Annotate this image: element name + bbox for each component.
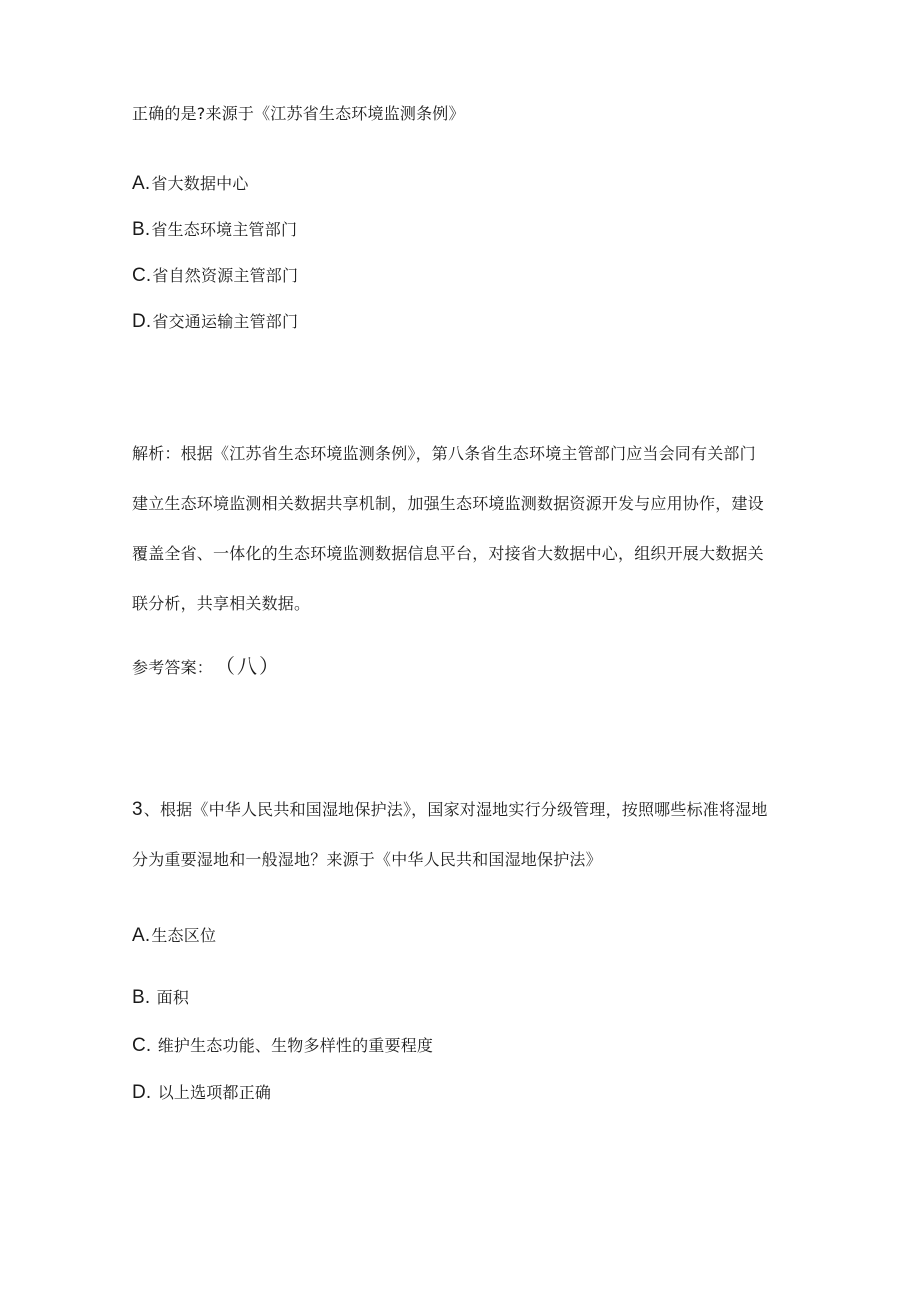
option-b-text: 省生态环境主管部门 [151, 220, 298, 239]
question-3-number: 3 [132, 799, 143, 820]
q3-option-d-letter: D. [132, 1082, 152, 1103]
q3-option-b-letter: B. [132, 987, 151, 1008]
option-b-letter: B. [132, 219, 151, 240]
q3-option-d[interactable] [132, 1083, 271, 1103]
option-b[interactable] [132, 220, 297, 240]
option-c-text: 省自然资源主管部门 [152, 266, 299, 285]
analysis-line-4: 联分析，共享相关数据。 [132, 594, 311, 613]
option-a-text: 省大数据中心 [151, 174, 249, 193]
q3-option-a-letter: A. [132, 925, 151, 946]
option-a[interactable] [132, 174, 249, 194]
q3-option-b[interactable] [132, 988, 189, 1008]
question-2-stem [132, 104, 465, 124]
q3-option-c-text: 维护生态功能、生物多样性的重要程度 [152, 1036, 434, 1055]
q3-option-a[interactable] [132, 926, 216, 946]
option-d[interactable] [132, 312, 298, 332]
option-d-letter: D. [132, 311, 152, 332]
q3-option-a-text: 生态区位 [151, 926, 217, 945]
option-c[interactable] [132, 266, 298, 286]
reference-answer [132, 656, 281, 678]
question-3-stem-line-2: 分为重要湿地和一般湿地？来源于《中华人民共和国湿地保护法》 [132, 850, 602, 869]
analysis-line-1: 解析：根据《江苏省生态环境监测条例》，第八条省生态环境主管部门应当会同有关部门 [132, 444, 756, 463]
question-2-stem-text: 正确的是?来源于《江苏省生态环境监测条例》 [132, 104, 465, 123]
answer-value: （八） [225, 654, 282, 678]
analysis-line-2: 建立生态环境监测相关数据共享机制，加强生态环境监测数据资源开发与应用协作，建设 [132, 494, 764, 513]
analysis-line-3: 覆盖全省、一体化的生态环境监测数据信息平台，对接省大数据中心，组织开展大数据关 [132, 544, 764, 563]
option-a-letter: A. [132, 173, 151, 194]
q3-option-c[interactable] [132, 1036, 433, 1056]
question-3-stem-line-1 [132, 800, 768, 820]
question-3-stem-text-1: 、根据《中华人民共和国湿地保护法》，国家对湿地实行分级管理，按照哪些标准将湿地 [143, 800, 768, 819]
answer-label: 参考答案： [132, 658, 214, 677]
option-c-letter: C. [132, 265, 152, 286]
q3-option-d-text: 以上选项都正确 [152, 1083, 272, 1102]
q3-option-c-letter: C. [132, 1035, 152, 1056]
option-d-text: 省交通运输主管部门 [152, 312, 299, 331]
q3-option-b-text: 面积 [151, 988, 190, 1007]
